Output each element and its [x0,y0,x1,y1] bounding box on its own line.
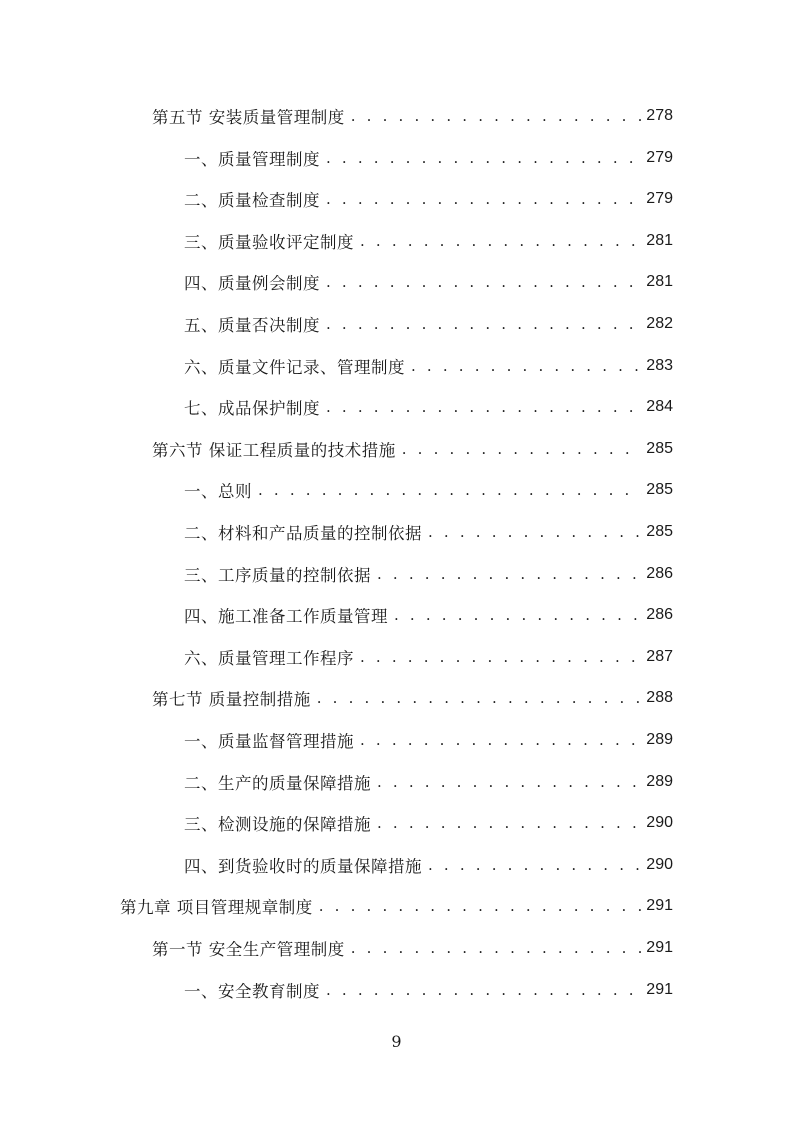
toc-entry-title: 一、总则 [184,482,252,502]
toc-entry [184,221,673,261]
toc-entry [184,595,673,635]
toc-entry [184,845,673,885]
toc-entry-page: 290 [646,855,673,873]
toc-entry [184,970,673,1010]
dot-leader [252,481,642,499]
dot-leader [320,273,642,291]
dot-leader [371,773,642,791]
toc-entry-title: 二、生产的质量保障措施 [184,773,371,793]
toc-entry-page: 288 [646,689,673,707]
toc-entry [184,138,673,178]
toc-entry [152,429,673,469]
toc-entry-title: 二、质量检查制度 [184,191,320,211]
toc-entry-title: 三、质量验收评定制度 [184,232,354,252]
toc-entry-page: 279 [646,190,673,208]
toc-entry [184,720,673,760]
toc-entry-page: 285 [646,439,673,457]
toc-entry [184,762,673,802]
toc-entry [184,387,673,427]
dot-leader [422,523,642,541]
toc-entry-title: 第六节 保证工程质量的技术措施 [152,440,396,460]
toc-entry [184,512,673,552]
toc-entry-title: 四、施工准备工作质量管理 [184,607,388,627]
toc-entry-title: 第七节 质量控制措施 [152,690,311,710]
toc-entry-page: 291 [646,939,673,956]
dot-leader [313,897,643,915]
dot-leader [345,107,643,125]
toc-entry [184,554,673,594]
toc-entry-page: 291 [646,980,673,998]
toc-entry-title: 七、成品保护制度 [184,399,320,419]
dot-leader [354,232,642,250]
toc-entry-title: 第五节 安装质量管理制度 [152,108,345,127]
toc-entry [184,637,673,677]
dot-leader [320,315,642,333]
toc-entry-title: 六、质量管理工作程序 [184,648,354,668]
dot-leader [396,440,643,458]
toc-entry-page: 289 [646,772,673,790]
toc-entry [152,678,673,718]
toc-entry [152,96,673,136]
toc-entry [184,304,673,344]
toc-entry-title: 四、质量例会制度 [184,274,320,294]
toc-entry-page: 283 [646,356,673,374]
toc-entry-page: 290 [646,814,673,832]
toc-entry-page: 289 [646,731,673,748]
dot-leader [354,731,642,749]
toc-entry-page: 287 [646,647,673,665]
dot-leader [371,565,642,583]
dot-leader [311,689,643,707]
toc-entry-title: 二、材料和产品质量的控制依据 [184,524,422,543]
toc-entry-page: 284 [646,398,673,416]
toc-entry [184,346,673,386]
toc-entry-title: 五、质量否决制度 [184,316,320,335]
toc-entry-page: 286 [646,606,673,624]
toc-entry [184,179,673,219]
dot-leader [388,606,642,624]
toc-entry [120,886,673,926]
toc-entry [184,470,673,510]
toc-entry-title: 四、到货验收时的质量保障措施 [184,856,422,876]
toc-entry-page: 279 [646,148,673,166]
toc-entry-title: 一、质量管理制度 [184,149,320,169]
toc-entry-title: 一、安全教育制度 [184,981,320,1001]
toc-entry-page: 286 [646,564,673,582]
toc-entry [184,262,673,302]
dot-leader [405,357,642,375]
toc-entry [152,928,673,968]
toc-entry-title: 第一节 安全生产管理制度 [152,940,345,959]
toc-entry-title: 一、质量监督管理措施 [184,732,354,751]
toc-entry-page: 278 [646,107,673,124]
toc-entry-title: 三、检测设施的保障措施 [184,815,371,835]
dot-leader [345,939,643,957]
dot-leader [320,149,642,167]
toc-entry-title: 第九章 项目管理规章制度 [120,898,313,918]
toc-entry-page: 285 [646,523,673,540]
toc-entry-page: 282 [646,315,673,332]
toc-entry-page: 285 [646,481,673,499]
toc-entry-page: 281 [646,273,673,291]
dot-leader [320,190,642,208]
dot-leader [320,398,642,416]
dot-leader [354,648,642,666]
toc-entry-title: 三、工序质量的控制依据 [184,565,371,585]
toc-entry-page: 291 [646,897,673,915]
dot-leader [371,814,642,832]
dot-leader [320,981,642,999]
toc-entry-title: 六、质量文件记录、管理制度 [184,357,405,377]
toc-entry-page: 281 [646,231,673,249]
page-number: 9 [391,1032,402,1051]
toc-entry [184,803,673,843]
dot-leader [422,856,642,874]
